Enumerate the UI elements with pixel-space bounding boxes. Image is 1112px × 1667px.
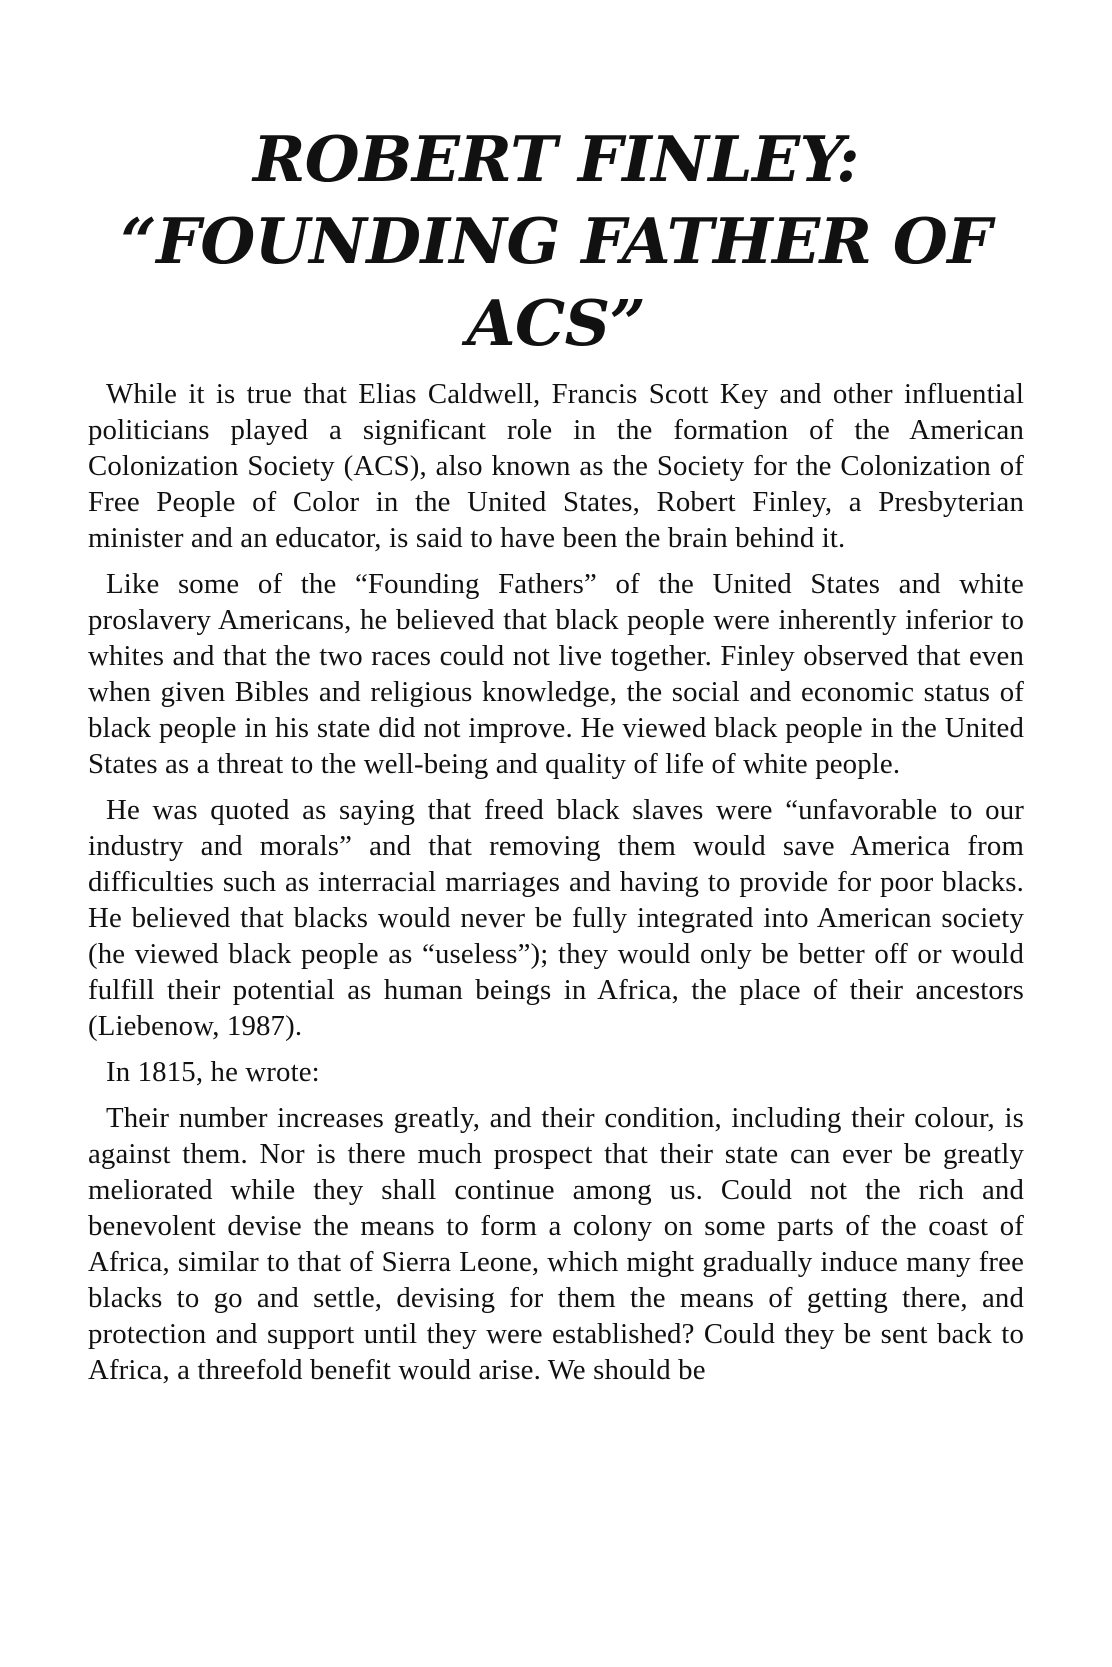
paragraph-1815-lead: In 1815, he wrote: [106, 1056, 320, 1088]
paragraph-beliefs: Like some of the “Founding Fathers” of the United States and white proslavery Americans, he believed that black people were inherently inferior to whites and that the two races could not live together. Finley observed that even when given Bibles and religious knowledge, the social and economic status of black people in his state did not improve. He viewed black people in the United States as a threat to the well-being and quality of life of white people. [88, 568, 1024, 780]
document-page [88, 118, 1024, 1638]
paragraph-quotation-context: He was quoted as saying that freed black slaves were “unfavorable to our industry and morals” and that removing them would save America from difficulties such as interracial marriages and having to provide for poor blacks. He believed that blacks would never be fully integrated into American society (he viewed black people as “useless”); they would only be better off or would fulfill their potential as human beings in Africa, the place of their ancestors (Liebenow, 1987). [88, 794, 1024, 1042]
paragraph-finley-quote: Their number increases greatly, and their condition, including their colour, is against them. Nor is there much prospect that their state can ever be greatly meliorated while they shall continue among us. Could not the rich and benevolent devise the means to form a colony on some parts of the coast of Africa, similar to that of Sierra Leone, which might gradually induce many free blacks to go and settle, devising for them the means of getting there, and protection and support until they were established? Could they be sent back to Africa, a threefold benefit would arise. We should be [88, 1102, 1024, 1386]
chapter-title [88, 118, 1024, 364]
chapter-title-line-1: ROBERT FINLEY: [252, 122, 860, 196]
chapter-title-line-2: “FOUNDING FATHER OF [120, 204, 992, 278]
chapter-title-line-3: ACS” [466, 286, 646, 360]
paragraph-intro: While it is true that Elias Caldwell, Francis Scott Key and other influential politicians played a significant role in the formation of the American Colonization Society (ACS), also known as the Society for the Colonization of Free People of Color in the United States, Robert Finley, a Presbyterian minister and an educator, is said to have been the brain behind it. [88, 378, 1024, 554]
body-text [88, 376, 1024, 1388]
